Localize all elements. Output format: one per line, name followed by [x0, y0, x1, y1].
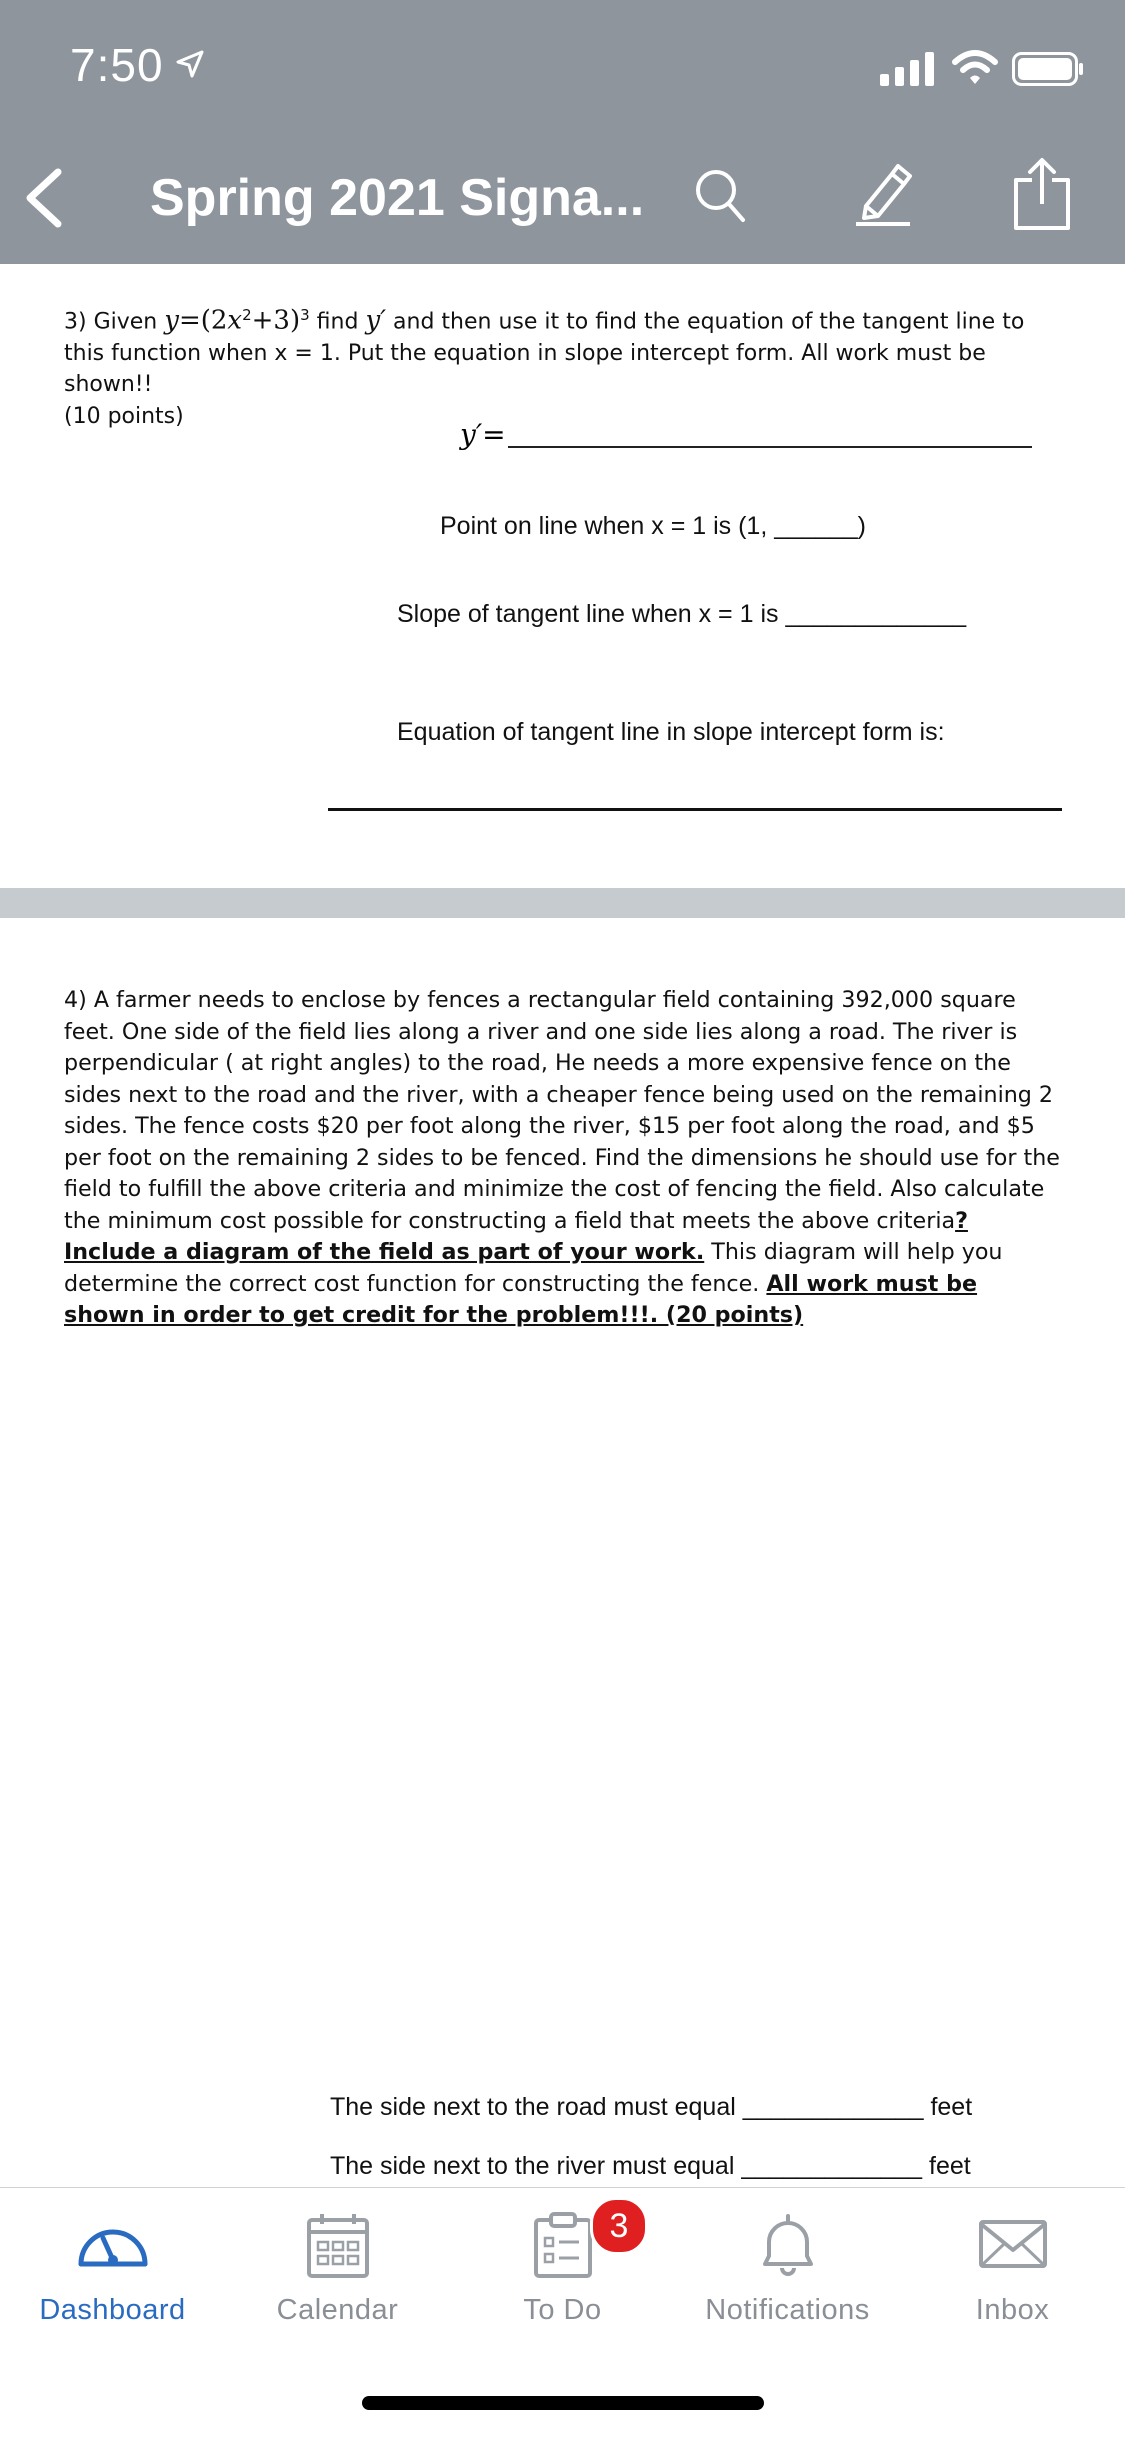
envelope-icon: [978, 2212, 1048, 2272]
equation-prompt: Equation of tangent line in slope intercept form is:: [397, 718, 945, 746]
status-time: 7:50: [70, 39, 164, 91]
location-arrow-icon: [174, 48, 206, 80]
todo-icon: [533, 2212, 593, 2278]
signal-icon: [880, 52, 940, 86]
tab-calendar-label: Calendar: [276, 2294, 399, 2326]
tab-dashboard[interactable]: [0, 2188, 225, 2368]
calendar-icon: [306, 2212, 370, 2278]
tab-notifications[interactable]: [675, 2188, 900, 2368]
page-separator: [0, 888, 1125, 918]
bell-icon: [755, 2212, 821, 2278]
y-prime-label: y′=: [460, 418, 506, 451]
equation-answer-line: [328, 808, 1062, 811]
document-title: Spring 2021 Signa...: [150, 169, 645, 227]
share-icon[interactable]: [1010, 156, 1074, 232]
dashboard-icon: [73, 2212, 153, 2272]
slope-prompt: Slope of tangent line when x = 1 is _____________: [397, 600, 967, 628]
battery-icon: [1012, 52, 1084, 86]
home-indicator[interactable]: [362, 2396, 764, 2410]
tab-dashboard-label: Dashboard: [39, 2294, 186, 2326]
tab-notifications-label: Notifications: [705, 2294, 870, 2326]
tab-calendar[interactable]: [225, 2188, 450, 2368]
todo-count-badge: 3: [590, 2197, 648, 2255]
back-chevron-icon[interactable]: [22, 166, 66, 230]
river-side-answer-prompt: The side next to the river must equal _____________ feet: [330, 2152, 971, 2180]
question-3-text: 3) Given $y=(2x^2+3)^3$ find y′ and then use it to find the equation of the tangent line to this function when x = 1. Put the equation in slope intercept form. All work must be shown!! (10 points): [64, 305, 1025, 429]
search-icon[interactable]: [694, 168, 746, 224]
tab-inbox-label: Inbox: [975, 2294, 1050, 2326]
annotate-pen-icon[interactable]: [852, 162, 912, 228]
tab-inbox[interactable]: [900, 2188, 1125, 2368]
point-on-line-prompt: Point on line when x = 1 is (1, ______): [440, 512, 866, 540]
wifi-icon: [952, 50, 998, 86]
road-side-answer-prompt: The side next to the road must equal _____________ feet: [330, 2093, 973, 2121]
y-prime-answer-line: [508, 446, 1032, 448]
question-4-text: 4) A farmer needs to enclose by fences a rectangular field containing 392,000 square feet. One side of the field lies along a river and one side lies along a road. The river is perpendicular ( at right angles) to the road, He needs a more expensive fence on the sides next to the road and the river, with a cheaper fence being used on the remaining 2 sides. The fence costs $20 per foot along the river, $15 per foot along the road, and $5 per foot on the remaining 2 sides to be fenced. Find the dimensions he should use for the field to fulfill the above criteria and minimize the cost of fencing the field. Also calculate the minimum cost possible for constructing a field that meets the above criteria? Include a diagram of the field as part of your work. This diagram will help you determine the correct cost function for constructing the fence. All work must be shown in order to get credit for the problem!!!. (20 points): [64, 987, 1060, 1328]
tab-todo-label: To Do: [523, 2294, 602, 2326]
